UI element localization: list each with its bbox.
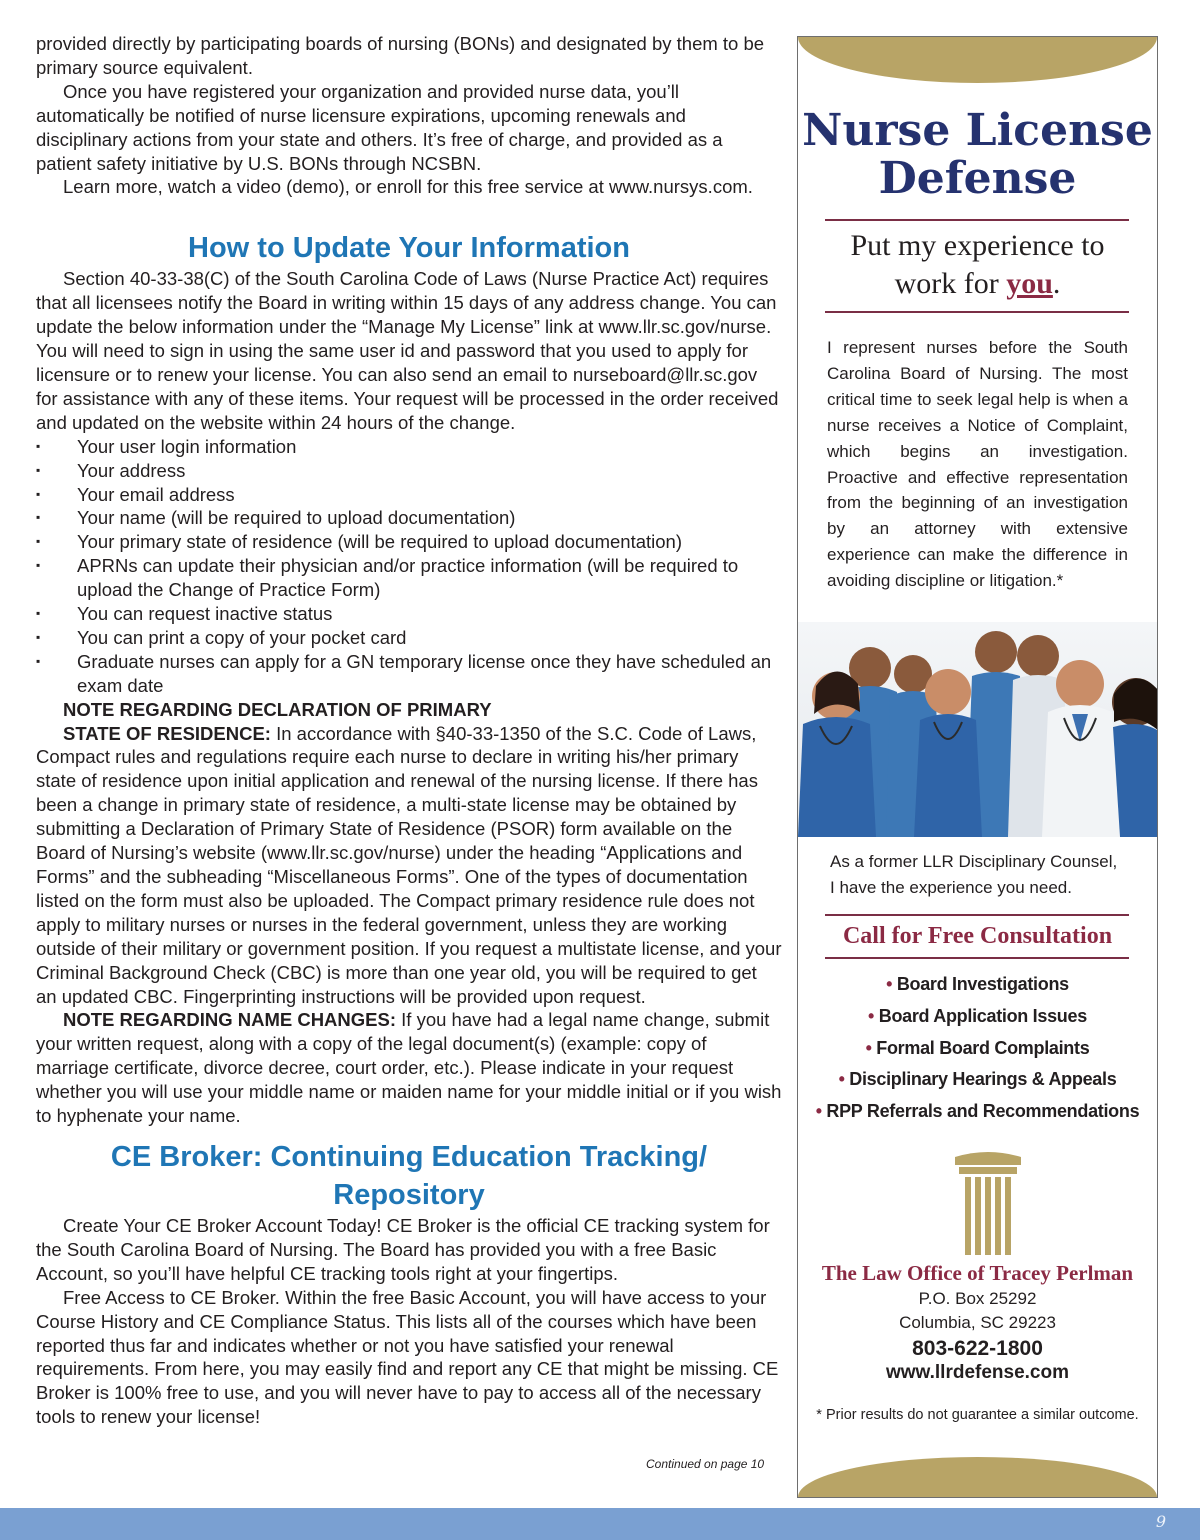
divider	[825, 311, 1129, 313]
nurses-photo	[798, 622, 1157, 837]
gold-arc-top	[798, 37, 1157, 83]
ad-body: I represent nurses before the South Carolina Board of Nursing. The most critical time to seek legal help is when a nurse receives a Notice of Complaint, which begins an investigation. Proactive and effective representation from the beginning of an investigation by an attorney with extensive experience can make the difference in avoiding discipline or litigation.*	[827, 338, 1128, 591]
firm-name: The Law Office of Tracey Perlman	[821, 1261, 1134, 1285]
note-residence-body: In accordance with §40-33-1350 of the S.C. Code of Laws, Compact rules and regulations require each nurse to declare in writing his/her primary state of residence upon initial application and renewal of the nursing license. If there has been a change in primary state of residence, a multi-state license may be obtained by submitting a Declaration of Primary State of Residence (PSOR) form available on the Board of Nursing’s website (www.llr.sc.gov/nurse) under the heading “Applications and Forms” and the subheading “Miscellaneous Forms”. One of the types of documentation listed on the form must also be uploaded. The Compact primary residence rule does not apply to military nurses or nurses in the federal government, unless they are working outside of their military or government position. If you request a multistate license, and your Criminal Background Check (CBC) is more than one year old, you will be required to get an updated CBC. Fingerprinting instructions will be provided upon request.	[36, 722, 782, 1007]
update-list	[36, 435, 782, 698]
ce-heading-line1: CE Broker: Continuing Education Tracking/	[110, 1140, 708, 1173]
ce-paragraph-1: Create Your CE Broker Account Today! CE Broker is the official CE tracking system for the South Carolina Board of Nursing. The Board has provided you with a free Basic Account, so you’ll have helpful CE tracking tools right at your fingertips.	[36, 1214, 770, 1284]
service-label: Board Application Issues	[878, 1005, 1087, 1026]
divider	[825, 914, 1129, 916]
po-box: P.O. Box 25292	[918, 1289, 1037, 1308]
divider	[825, 957, 1129, 959]
page-number: 9	[1155, 1512, 1166, 1531]
note-name-label: NOTE REGARDING NAME CHANGES:	[63, 1009, 397, 1031]
list-item: ▪ Graduate nurses can apply for a GN temporary license once they have scheduled an exam date	[36, 650, 782, 698]
ad-title-line2: Defense	[878, 153, 1077, 204]
service-label: RPP Referrals and Recommendations	[826, 1101, 1140, 1122]
nurses-illustration	[798, 622, 1157, 837]
ce-heading	[36, 1138, 782, 1214]
call-to-action: Call for Free Consultation	[842, 923, 1113, 949]
tagline-line2: work for	[894, 267, 1007, 300]
list-item: ▪ Your address	[36, 459, 782, 483]
note-name-body: If you have had a legal name change, submit your written request, along with a copy of the legal document(s) (example: copy of marriage certificate, divorce decree, court order, etc.). Please indicate in your request whether you will use your middle name or maiden name for your middle initial or if you wish to hyphenate your name.	[36, 1009, 782, 1127]
experience-line2: I have the experience you need.	[830, 878, 1072, 897]
page-footer	[0, 1508, 1200, 1540]
continued-note: Continued on page 10	[646, 1457, 765, 1471]
note-residence-title: NOTE REGARDING DECLARATION OF PRIMARY	[63, 698, 492, 720]
list-item: ▪ You can request inactive status	[36, 602, 782, 626]
list-item: ▪ Your email address	[36, 483, 782, 507]
pillar-logo-icon	[953, 1151, 1023, 1263]
service-label: Disciplinary Hearings & Appeals	[849, 1069, 1117, 1090]
firm-address	[798, 1287, 1157, 1335]
intro-paragraph-3: Learn more, watch a video (demo), or enroll for this free service at www.nursys.com.	[63, 176, 753, 198]
note-residence-label: STATE OF RESIDENCE:	[63, 722, 271, 744]
city-state-zip: Columbia, SC 29223	[899, 1313, 1056, 1332]
intro-paragraph-1: provided directly by participating boards of nursing (BONs) and designated by them to be primary source equivalent.	[36, 33, 765, 78]
ce-heading-line2: Repository	[333, 1178, 485, 1211]
experience-line1: As a former LLR Disciplinary Counsel,	[830, 852, 1118, 871]
ad-title	[798, 107, 1157, 203]
list-item: ▪ You can print a copy of your pocket card	[36, 626, 782, 650]
service-item: • Board Investigations	[886, 974, 1069, 994]
website-link[interactable]: www.llrdefense.com	[885, 1362, 1069, 1383]
note-residence	[36, 722, 782, 1009]
main-column	[36, 32, 782, 1429]
list-item: ▪ Your primary state of residence (will be required to upload documentation)	[36, 530, 782, 554]
disclaimer: * Prior results do not guarantee a similar outcome.	[816, 1407, 1139, 1423]
list-item: ▪ Your name (will be required to upload documentation)	[36, 506, 782, 530]
service-item: • Formal Board Complaints	[865, 1037, 1090, 1058]
tagline-period: .	[1052, 267, 1061, 300]
phone-number: 803-622-1800	[912, 1337, 1043, 1360]
service-item: • RPP Referrals and Recommendations	[815, 1101, 1140, 1122]
ad-tagline	[798, 227, 1157, 303]
ad-title-line1: Nurse License	[802, 105, 1153, 156]
list-item: ▪ Your user login information	[36, 435, 782, 459]
tagline-you: you	[1006, 267, 1053, 300]
divider	[825, 219, 1129, 221]
service-item: • Board Application Issues	[868, 1005, 1087, 1026]
service-label: Board Investigations	[896, 974, 1069, 994]
service-item: • Disciplinary Hearings & Appeals	[838, 1069, 1117, 1090]
ce-paragraph-2: Free Access to CE Broker. Within the free Basic Account, you will have access to your Course History and CE Compliance Status. This lists all of the courses which have been reported thus far and indicates whether or not you have satisfied your renewal requirements. From here, you may easily find and report any CE that might be missing. CE Broker is 100% free to use, and you will never have to pay to access all of the necessary tools to renew your license!	[36, 1286, 779, 1428]
gold-arc-bottom	[798, 1457, 1157, 1497]
services-list	[798, 969, 1157, 1128]
note-name-changes	[36, 1008, 782, 1128]
tagline-line1: Put my experience to	[850, 229, 1105, 262]
ad-experience	[830, 849, 1140, 901]
update-body: Section 40-33-38(C) of the South Carolina Code of Laws (Nurse Practice Act) requires that all licensees notify the Board in writing within 15 days of any address change. You can update the below information under the “Manage My License” link at www.llr.sc.gov/nurse. You will need to sign in using the same user id and password that you used to apply for licensure or to renew your license. You can also send an email to nurseboard@llr.sc.gov for assistance with any of these items. Your request will be processed in the order received and updated on the website within 24 hours of the change.	[36, 268, 779, 433]
advertisement	[797, 36, 1158, 1498]
service-label: Formal Board Complaints	[876, 1037, 1090, 1058]
list-item: ▪ APRNs can update their physician and/or practice information (will be required to upload the Change of Practice Form)	[36, 554, 782, 602]
update-heading: How to Update Your Information	[188, 232, 630, 265]
intro-paragraph-2: Once you have registered your organization and provided nurse data, you’ll automatically be notified of nurse licensure expirations, upcoming renewals and disciplinary actions from your state and others. It’s free of charge, and provided as a patient safety initiative by U.S. BONs through NCSBN.	[36, 80, 723, 174]
